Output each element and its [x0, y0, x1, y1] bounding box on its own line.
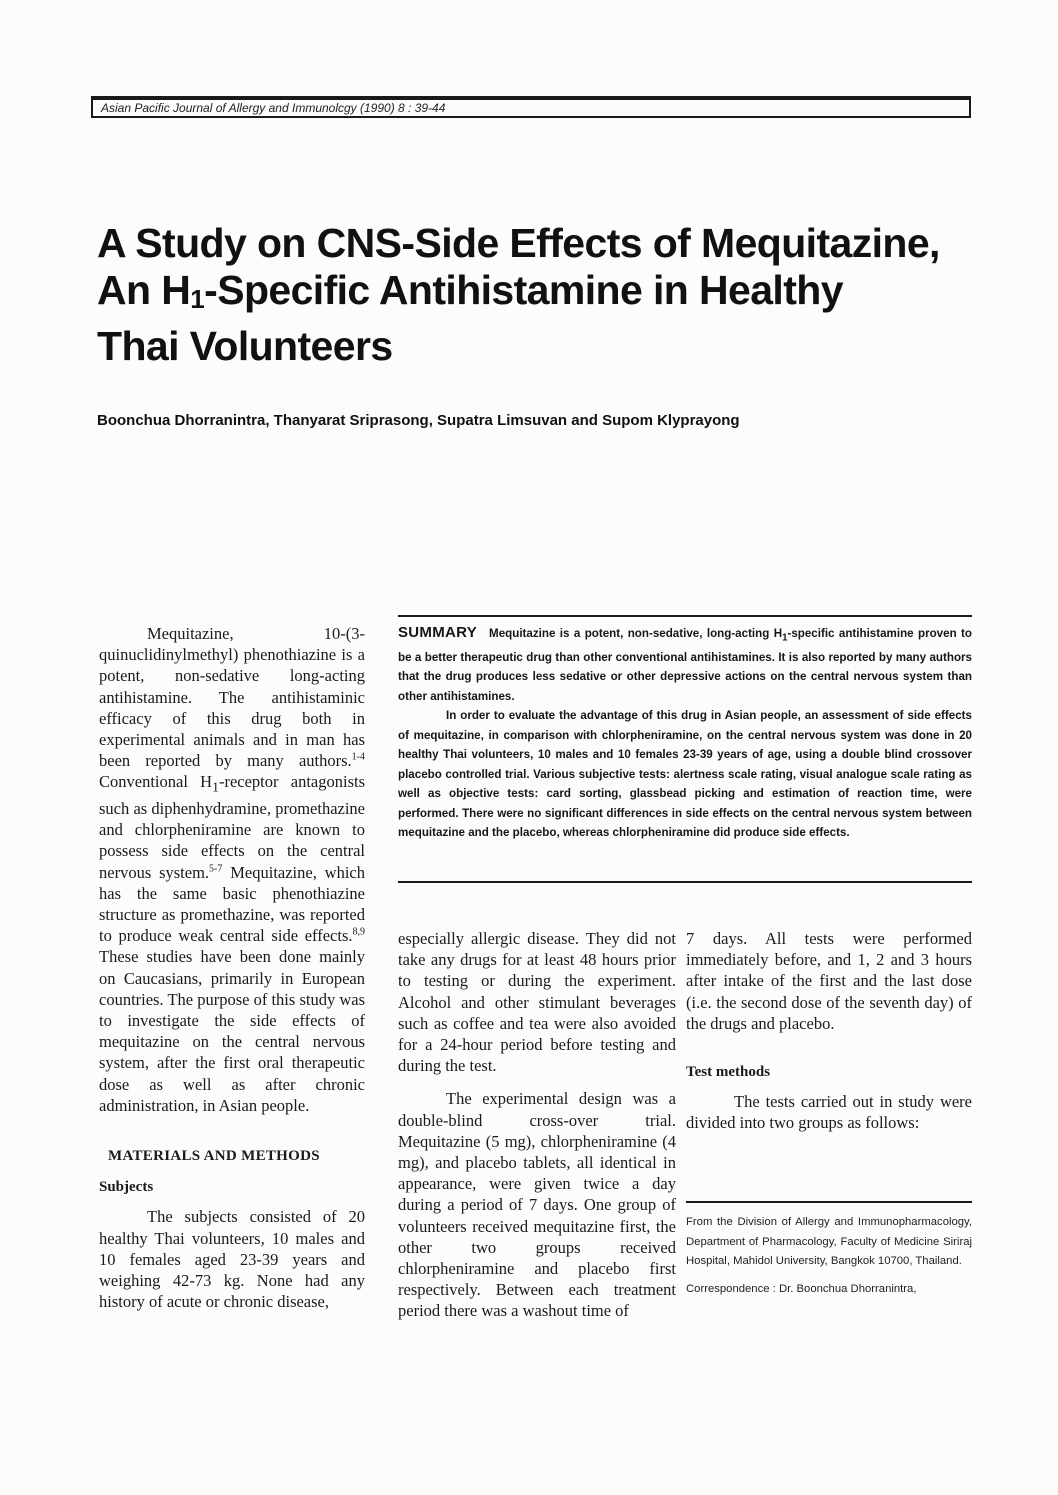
citation-ref: 8,9 — [352, 926, 365, 938]
test-methods-paragraph: The tests carried out in study were divided into two groups as follows: — [686, 1092, 972, 1133]
body-paragraph: The experimental design was a double-blind cross-over trial. Mequitazine (5 mg), chlorpheniramine (4 mg), and placebo tablets, all identical in appearance, were given twice a day during a period of 7 days. One group of volunteers received mequitazine first, the other two groups received chlorpheniramine and placebo first respectively. Between each treatment period there was a washout time of — [398, 1089, 676, 1321]
summary-paragraph-1 — [398, 623, 972, 706]
title-text: An H — [97, 267, 191, 313]
author-list: Boonchua Dhorranintra, Thanyarat Sriprasong, Supatra Limsuvan and Supom Klyprayong — [97, 412, 740, 429]
text: Mequitazine, 10-(3-quinuclidinylmethyl) phenothiazine is a potent, non-sedative long-acting antihistamine. The antihistaminic efficacy of this drug both in experimental animals and in man has been reported by many authors. — [99, 624, 365, 771]
subjects-paragraph: The subjects consisted of 20 healthy Thai volunteers, 10 males and 10 females aged 23-39 years and weighing 42-73 kg. None had any history of acute or chronic disease, — [99, 1207, 365, 1312]
subscript: 1 — [212, 779, 219, 795]
subscript: 1 — [782, 632, 788, 644]
subheading-test-methods: Test methods — [686, 1064, 771, 1081]
title-text: -Specific Antihistamine in Healthy — [204, 267, 843, 313]
title-line-3: Thai Volunteers — [97, 323, 393, 369]
title-line-2 — [97, 267, 1017, 323]
text: Mequitazine is a potent, non-sedative, long-acting H — [489, 627, 783, 640]
text: These studies have been done mainly on Caucasians, primarily in European countries. The purpose of this study was to investigate the side effects of mequitazine on the central nervous system, after the first oral therapeutic dose as well as after chronic administration, in Asian people. — [99, 947, 365, 1115]
summary-box — [398, 615, 972, 883]
citation-ref: 5-7 — [209, 863, 223, 875]
column-left — [99, 623, 365, 1312]
subheading-subjects: Subjects — [99, 1179, 154, 1196]
section-heading-materials-methods: MATERIALS AND METHODS — [108, 1147, 320, 1164]
correspondence: Correspondence : Dr. Boonchua Dhorranintra, — [686, 1282, 917, 1295]
text: Mequitazine, which has the same basic phenothiazine structure as promethazine, was reported to produce weak central side effects. — [99, 862, 365, 946]
citation-ref: 1-4 — [351, 751, 365, 763]
affiliation: From the Division of Allergy and Immunopharmacology, Department of Pharmacology, Faculty of Medicine Siriraj Hospital, Mahidol University, Bangkok 10700, Thailand. — [686, 1216, 972, 1267]
column-right — [686, 928, 972, 1134]
body-paragraph: especially allergic disease. They did not take any drugs for at least 48 hours prior to testing or during the experiment. Alcohol and other stimulant beverages such as coffee and tea were also avoided for a 24-hour period before testing and during the test. — [398, 929, 676, 1076]
journal-citation: Asian Pacific Journal of Allergy and Immunolcgy (1990) 8 : 39-44 — [101, 101, 446, 115]
affiliation-footnote — [686, 1201, 972, 1307]
summary-paragraph-2: In order to evaluate the advantage of this drug in Asian people, an assessment of side effects of mequitazine, in comparison with chlorpheniramine, on the central nervous system was done in 20 healthy Thai volunteers, 10 males and 10 females 23-39 years of age, using a double blind crossover placebo controlled trial. Various subjective tests: alertness scale rating, visual analogue scale rating as well as objective tests: card sorting, glassbead picking and estimation of reaction time, were performed. There were no significant differences in side effects on the central nervous system between mequitazine and the placebo, whereas chlorpheniramine did produce side effects. — [398, 709, 972, 840]
text: -specific antihistamine proven to be a better therapeutic drug than other conventional antihistamines. It is also reported by many authors that the drug produces less sedative or other depressive actions on the central nervous system than other antihistamines. — [398, 627, 972, 703]
title-subscript: 1 — [190, 284, 205, 314]
journal-citation-header — [91, 96, 971, 118]
text: -receptor antagonists such as diphenhydramine, promethazine and chlorpheniramine are known to possess side effects on the central nervous system. — [99, 772, 366, 882]
text: Conventional H — [99, 772, 213, 792]
summary-label: SUMMARY — [398, 624, 478, 641]
intro-paragraph — [99, 623, 365, 1116]
body-paragraph: 7 days. All tests were performed immediately before, and 1, 2 and 3 hours after intake of the first and the last dose (i.e. the second dose of the seventh day) of the drugs and placebo. — [686, 929, 972, 1033]
column-middle — [398, 928, 676, 1322]
title-line-1: A Study on CNS-Side Effects of Mequitazine, — [97, 220, 940, 266]
article-title — [97, 220, 1017, 370]
